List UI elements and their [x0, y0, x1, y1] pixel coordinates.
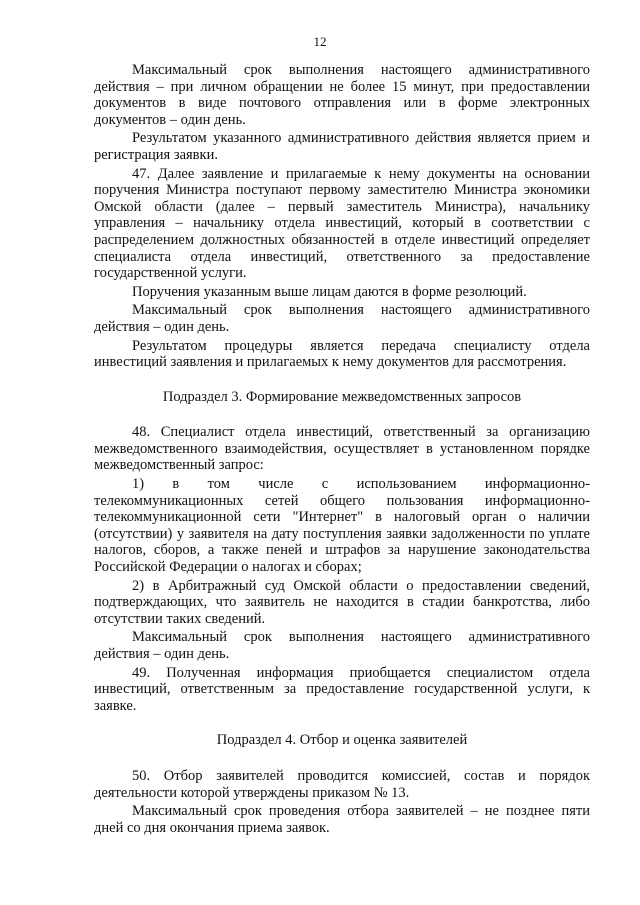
- paragraph-48-1: 1) в том числе с использованием информационно-телекоммуникационных сетей общего пользования информационно-телекоммуникационной сети "Интернет" в налоговый орган о наличии (отсутствии) у заявителя на дату поступления заявки задолженности по уплате налогов, сборов, а также пеней и штрафов за нарушение законодательства Российской Федерации о налогах и сборах;: [94, 476, 590, 576]
- paragraph-max-term-2: Максимальный срок выполнения настоящего административного действия – один день.: [94, 302, 590, 335]
- paragraph-result-1: Результатом указанного административного действия является прием и регистрация заявки.: [94, 130, 590, 163]
- paragraph-max-term-3: Максимальный срок выполнения настоящего административного действия – один день.: [94, 629, 590, 662]
- heading-subsection-4: Подраздел 4. Отбор и оценка заявителей: [216, 732, 468, 749]
- paragraph-result-2: Результатом процедуры является передача специалисту отдела инвестиций заявления и прилагаемых к нему документов для рассмотрения.: [94, 337, 590, 371]
- paragraph-max-term-4: Максимальный срок проведения отбора заявителей – не позднее пяти дней со дня окончания приема заявок.: [94, 803, 590, 836]
- document-body: [94, 62, 590, 838]
- heading-subsection-3: Подраздел 3. Формирование межведомственных запросов: [162, 388, 522, 405]
- paragraph-48-2: 2) в Арбитражный суд Омской области о предоставлении сведений, подтверждающих, что заявитель не находится в стадии банкротства, либо отсутствии таких сведений.: [94, 577, 590, 627]
- paragraph-49: 49. Полученная информация приобщается специалистом отдела инвестиций, ответственным за предоставление государственной услуги, к заявке.: [94, 664, 590, 714]
- paragraph-max-term-1: Максимальный срок выполнения настоящего административного действия – при личном обращении не более 15 минут, при предоставлении документов в виде почтового отправления или в форме электронных документов – один день.: [94, 62, 590, 128]
- paragraph-50: 50. Отбор заявителей проводится комиссией, состав и порядок деятельности которой утверждены приказом № 13.: [94, 767, 590, 801]
- paragraph-48: 48. Специалист отдела инвестиций, ответственный за организацию межведомственного взаимодействия, осуществляет в установленном порядке межведомственный запрос:: [94, 424, 590, 474]
- page-number: 12: [313, 34, 327, 49]
- paragraph-orders: Поручения указанным выше лицам даются в форме резолюций.: [132, 283, 527, 300]
- paragraph-47: 47. Далее заявление и прилагаемые к нему документы на основании поручения Министра поступают первому заместителю Министра экономики Омской области (далее – первый заместитель Министра), начальнику управления – начальнику отдела инвестиций, который в соответствии с распределением должностных обязанностей в отделе инвестиций определяет специалиста отдела инвестиций, ответственного за предоставление государственной услуги.: [94, 165, 590, 282]
